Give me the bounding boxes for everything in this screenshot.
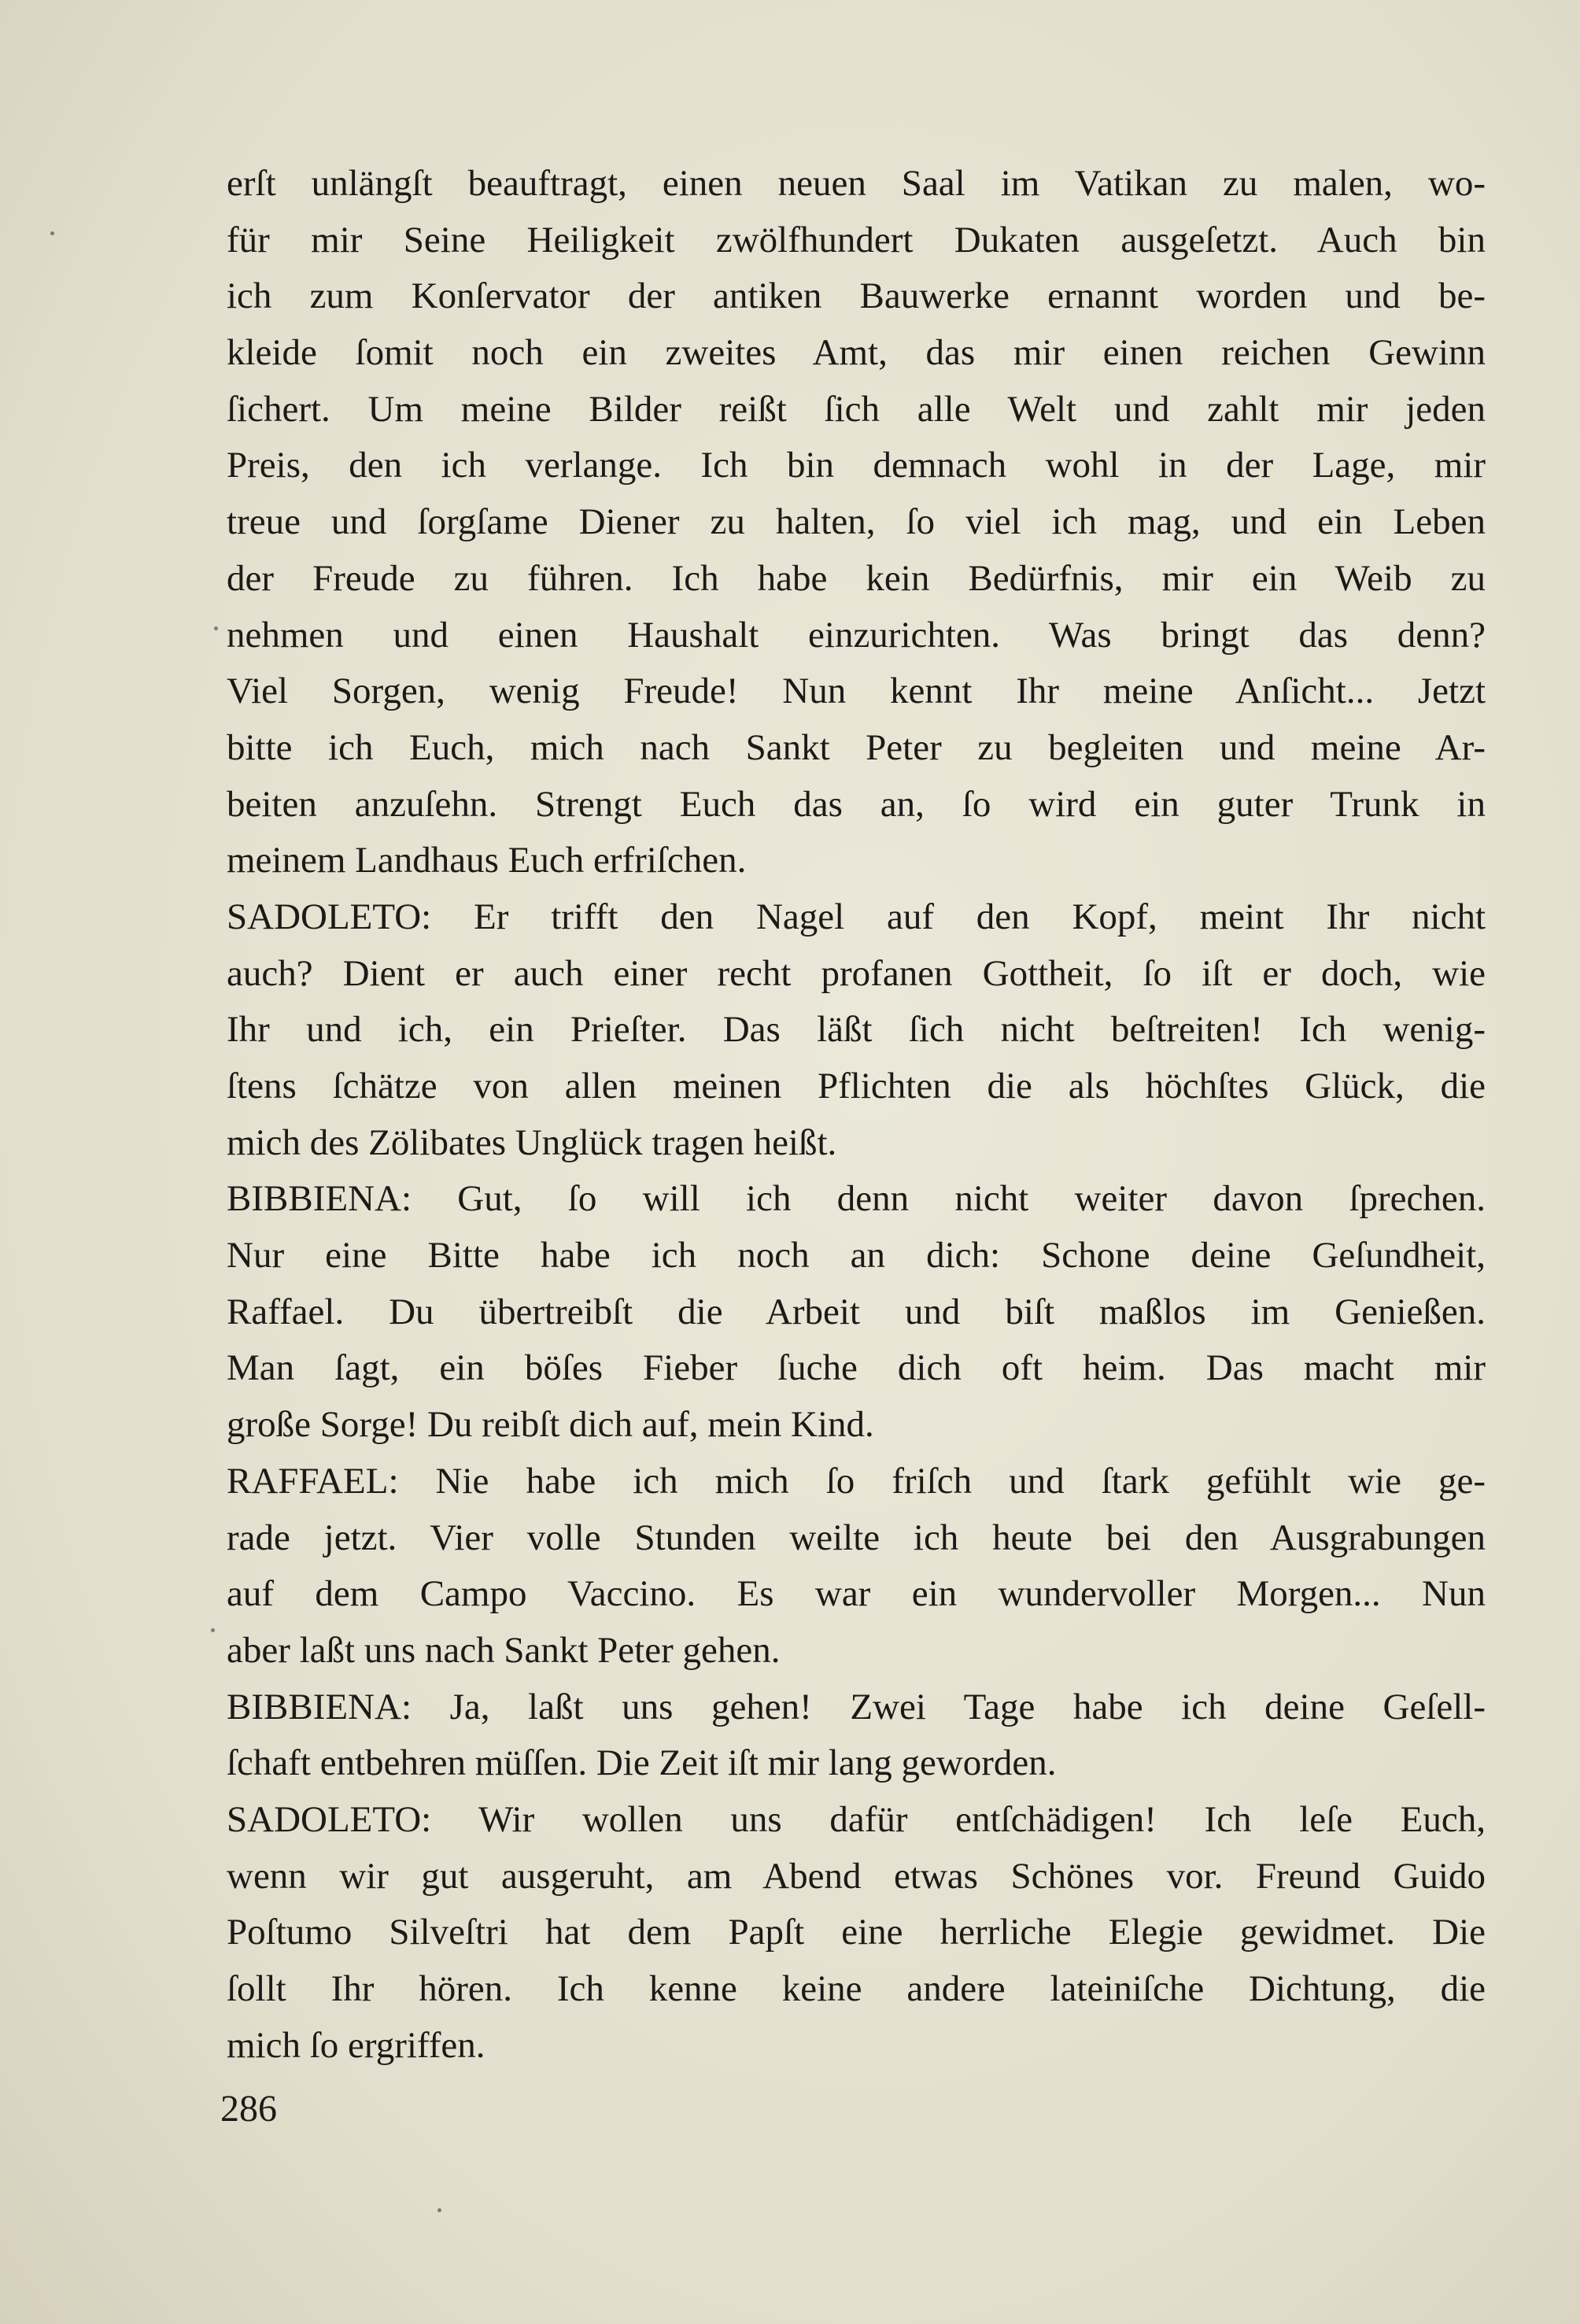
page-number: 286 [220, 2088, 277, 2130]
text-line: ſollt Ihr hören. Ich kenne keine andere lateiniſche Dichtung, die [227, 1968, 1486, 2009]
text-line: kleide ſomit noch ein zweites Amt, das mir einen reichen Gewinn [227, 332, 1486, 374]
text-line: rade jetzt. Vier volle Stunden weilte ich heute bei den Ausgrabungen [227, 1517, 1486, 1558]
text-line: Ihr und ich, ein Prieſter. Das läßt ſich nicht beſtreiten! Ich wenig- [227, 1009, 1486, 1051]
text-line: erſt unlängſt beauftragt, einen neuen Saal im Vatikan zu malen, wo- [227, 163, 1486, 204]
text-line: Raffael. Du übertreibſt die Arbeit und biſt maßlos im Genießen. [227, 1291, 1486, 1332]
text-line: SADOLETO: Wir wollen uns dafür entſchädigen! Ich leſe Euch, [227, 1798, 1486, 1840]
text-line: wenn wir gut ausgeruht, am Abend etwas Schönes vor. Freund Guido [227, 1855, 1486, 1897]
text-line: ſtens ſchätze von allen meinen Pflichten die als höchſtes Glück, die [227, 1066, 1486, 1107]
paper-speck [214, 626, 218, 630]
text-line: BIBBIENA: Gut, ſo will ich denn nicht weiter davon ſprechen. [227, 1178, 1486, 1220]
text-line: SADOLETO: Er trifft den Nagel auf den Kopf, meint Ihr nicht [227, 896, 1486, 937]
text-line: BIBBIENA: Ja, laßt uns gehen! Zwei Tage habe ich deine Geſell- [227, 1686, 1486, 1727]
text-line: meinem Landhaus Euch erfriſchen. [227, 840, 747, 881]
text-line: für mir Seine Heiligkeit zwölfhundert Dukaten ausgeſetzt. Auch bin [227, 219, 1486, 260]
paper-speck [211, 1628, 215, 1632]
text-line: auf dem Campo Vaccino. Es war ein wundervoller Morgen... Nun [227, 1573, 1486, 1615]
text-line: mich des Zölibates Unglück tragen heißt. [227, 1121, 837, 1163]
text-line: der Freude zu führen. Ich habe kein Bedürfnis, mir ein Weib zu [227, 557, 1486, 599]
text-line: beiten anzuſehn. Strengt Euch das an, ſo wird ein guter Trunk in [227, 783, 1486, 825]
text-line: auch? Dient er auch einer recht profanen Gottheit, ſo iſt er doch, wie [227, 952, 1486, 994]
text-line: RAFFAEL: Nie habe ich mich ſo friſch und ſtark gefühlt wie ge- [227, 1460, 1486, 1502]
text-line: mich ſo ergriffen. [227, 2024, 485, 2066]
text-line: Preis, den ich verlange. Ich bin demnach wohl in der Lage, mir [227, 445, 1486, 486]
text-line: ſichert. Um meine Bilder reißt ſich alle Welt und zahlt mir jeden [227, 388, 1486, 430]
body-text [227, 156, 1486, 2074]
text-line: Man ſagt, ein böſes Fieber ſuche dich oft heim. Das macht mir [227, 1347, 1486, 1389]
text-line: Poſtumo Silveſtri hat dem Papſt eine herrliche Elegie gewidmet. Die [227, 1912, 1486, 1953]
text-line: Viel Sorgen, wenig Freude! Nun kennt Ihr meine Anſicht... Jetzt [227, 671, 1486, 712]
text-line: ich zum Konſervator der antiken Bauwerke ernannt worden und be- [227, 275, 1486, 317]
paper-speck [437, 2208, 441, 2212]
text-line: große Sorge! Du reibſt dich auf, mein Kind. [227, 1404, 874, 1446]
text-line: Nur eine Bitte habe ich noch an dich: Schone deine Geſundheit, [227, 1235, 1486, 1277]
text-line: bitte ich Euch, mich nach Sankt Peter zu begleiten und meine Ar- [227, 726, 1486, 768]
text-line: treue und ſorgſame Diener zu halten, ſo viel ich mag, und ein Leben [227, 501, 1486, 543]
text-line: nehmen und einen Haushalt einzurichten. Was bringt das denn? [227, 614, 1486, 656]
text-line: ſchaft entbehren müſſen. Die Zeit iſt mir lang geworden. [227, 1742, 1057, 1784]
text-line: aber laßt uns nach Sankt Peter gehen. [227, 1629, 781, 1671]
paper-speck [50, 231, 54, 235]
